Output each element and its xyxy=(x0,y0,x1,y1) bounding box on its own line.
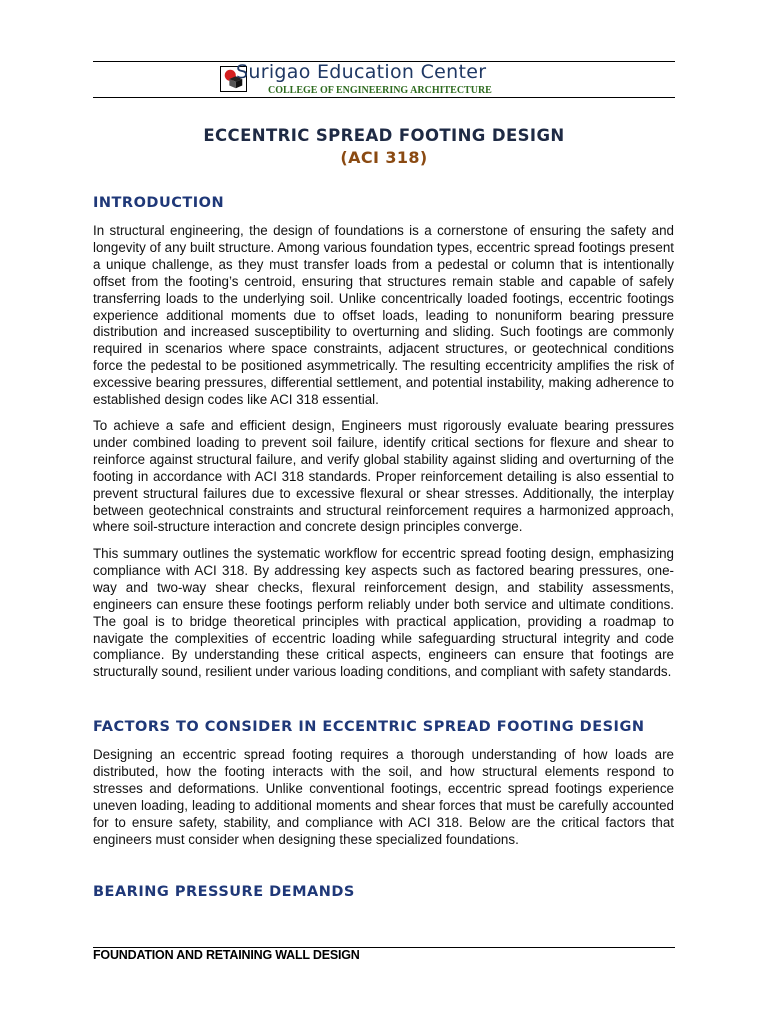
intro-paragraph-2: To achieve a safe and efficient design, Engineers must rigorously evaluate bearing pressures under combined loading to prevent soil failure, identify critical sections for flexure and shear to reinforce against structural failure, and verify global stability against sliding and overturning of the footing in accordance with ACI 318 standards. Proper reinforcement detailing is also essential to prevent structural failures due to excessive flexural or shear stresses. Additionally, the interplay between geotechnical constraints and structural reinforcement requires a harmonized approach, where soil-structure interaction and concrete design principles converge. xyxy=(93,418,674,535)
section-heading-factors: FACTORS TO CONSIDER IN ECCENTRIC SPREAD FOOTING DESIGN xyxy=(93,719,645,735)
document-code: (ACI 318) xyxy=(340,148,428,167)
org-subtitle: COLLEGE OF ENGINEERING ARCHITECTURE xyxy=(268,85,492,96)
org-name: Surigao Education Center xyxy=(236,61,487,83)
intro-paragraph-3: This summary outlines the systematic workflow for eccentric spread footing design, emphasizing compliance with ACI 318. By addressing key aspects such as factored bearing pressures, one-way and two-way shear checks, flexural reinforcement design, and stability assessments, engineers can ensure these footings perform reliably under both service and ultimate conditions. The goal is to bridge theoretical principles with practical application, providing a roadmap to navigate the complexities of eccentric loading while safeguarding structural integrity and code compliance. By understanding these critical aspects, engineers can ensure that footings are structurally sound, resilient under various loading conditions, and compliant with safety standards. xyxy=(93,546,674,680)
section-heading-introduction: INTRODUCTION xyxy=(93,195,225,211)
document-title: ECCENTRIC SPREAD FOOTING DESIGN xyxy=(203,126,565,145)
section-heading-bearing-pressure: BEARING PRESSURE DEMANDS xyxy=(93,884,355,900)
header-rule-bottom xyxy=(93,97,675,98)
factors-paragraph: Designing an eccentric spread footing requires a thorough understanding of how loads are distributed, how the footing interacts with the soil, and how structural elements respond to stresses and deformations. Unlike conventional footings, eccentric spread footings experience uneven loading, leading to additional moments and shear forces that must be carefully accounted for to ensure safety, stability, and compliance with ACI 318. Below are the critical factors that engineers must consider when designing these specialized foundations. xyxy=(93,747,674,847)
footer-text: FOUNDATION AND RETAINING WALL DESIGN xyxy=(93,948,360,962)
intro-paragraph-1: In structural engineering, the design of foundations is a cornerstone of ensuring the safety and longevity of any built structure. Among various foundation types, eccentric spread footings present a unique challenge, as they must transfer loads from a pedestal or column that is intentionally offset from the footing’s centroid, ensuring that structures remain stable and capable of safely transferring loads to the underlying soil. Unlike concentrically loaded footings, eccentric footings experience additional moments due to offset loads, leading to nonuniform bearing pressure distribution and increased susceptibility to overturning and sliding. Such footings are commonly required in scenarios where space constraints, adjacent structures, or geotechnical conditions force the pedestal to be positioned asymmetrically. The resulting eccentricity amplifies the risk of excessive bearing pressures, differential settlement, and potential instability, making adherence to established design codes like ACI 318 essential. xyxy=(93,223,674,408)
